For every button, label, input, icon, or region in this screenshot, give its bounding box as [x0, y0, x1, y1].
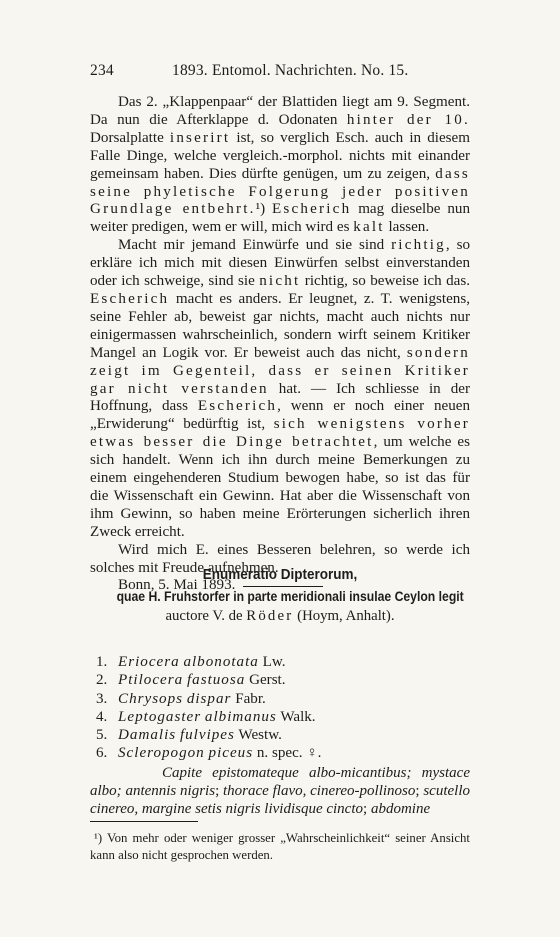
species-item: [90, 744, 470, 762]
article-title: Enumeratio Dipterorum,: [202, 566, 358, 583]
text-run: Macht mir jemand Einwürfe und sie sind: [118, 237, 392, 254]
species-item: [90, 708, 470, 726]
signoff-date: Bonn, 5. Mai 1893.: [118, 577, 236, 594]
species-authority: n. spec. ♀.: [256, 745, 322, 762]
diagnosis-text: [90, 764, 470, 819]
spaced-emphasis: Escherich: [197, 398, 278, 415]
species-item: [90, 726, 470, 744]
species-number: 6.: [96, 745, 108, 762]
italic-run: scutello cinereo, margine setis nigris lividisque cincto: [90, 783, 470, 818]
spaced-emphasis: Escherich: [272, 201, 352, 218]
spaced-emphasis: sondern zeigt im Gegenteil, dass er seinen Kritiker gar nicht verstanden: [90, 344, 470, 397]
text-run: richtig, so beweise ich das.: [300, 273, 470, 290]
species-genus: Ptilocera: [118, 672, 184, 689]
text-run: Wird mich E. eines Besseren belehren, so werde ich solches mit Freude aufnehmen.: [90, 541, 470, 576]
byline-prefix: auctore V. de: [165, 608, 247, 624]
byline-author-name: Röder: [246, 608, 294, 624]
species-diagnosis: [90, 764, 470, 819]
species-number: 3.: [96, 690, 108, 707]
species-number: 1.: [96, 654, 108, 670]
spaced-emphasis: hinter der 10.: [346, 111, 470, 128]
species-number: 4.: [96, 708, 108, 725]
species-epithet: piceus: [208, 745, 254, 762]
species-genus: Leptogaster: [118, 708, 202, 725]
spaced-emphasis: Escherich: [90, 290, 170, 307]
species-epithet: albonotata: [183, 654, 259, 670]
spaced-emphasis: dass seine phyletische Folgerung jeder positiven Grundlage entbehrt.: [90, 165, 470, 218]
text-run: ;: [363, 801, 371, 818]
footnote: [90, 830, 470, 864]
paragraph-1: [90, 94, 470, 237]
footnote-rule: [90, 821, 198, 822]
footnote-text: ¹) Von mehr oder weniger grosser „Wahrscheinlichkeit“ seiner Ansicht kann also nicht gesprochen werden.: [90, 831, 470, 862]
species-item: [90, 690, 470, 708]
spaced-emphasis: richtig: [391, 237, 446, 254]
species-number: 2.: [96, 672, 108, 689]
article-heading: [90, 566, 470, 625]
spaced-emphasis: nicht: [259, 273, 301, 290]
species-authority: Gerst.: [249, 672, 286, 689]
spaced-emphasis: kalt: [353, 219, 385, 236]
article-byline: [90, 608, 470, 625]
text-run: lassen.: [384, 219, 430, 236]
species-authority: Lw.: [262, 654, 286, 670]
text-run: ;: [215, 783, 224, 800]
species-epithet: fulvipes: [179, 727, 235, 744]
species-epithet: albimanus: [204, 708, 277, 725]
species-epithet: dispar: [186, 690, 232, 707]
species-genus: Damalis: [118, 727, 177, 744]
text-run: , wenn er noch einer neuen „Erwiderung“ bedürftig ist,: [90, 398, 470, 433]
species-item: [90, 653, 470, 671]
italic-run: Capite epistomateque albo-micantibus; mystace albo; antennis nigris: [90, 765, 470, 800]
species-genus: Scleropogon: [118, 745, 205, 762]
text-run: ;: [415, 783, 424, 800]
text-run: , so erkläre ich mich mit diesen Einwürfen selbst einverstanden oder ich schweige, sind sie: [90, 237, 470, 290]
text-run: ist, so verglich Esch. auch in diesem Falle Dinge, welche vergleich.-morphol. nichts mit einander gemeinsam haben. Dies dürfte genügen, um zu zeigen,: [90, 129, 471, 182]
text-run: ¹): [255, 201, 273, 218]
italic-run: abdomine: [370, 801, 431, 818]
text-run: , um welche es sich handelt. Wenn ich ihn durch meine Bemerkungen zu einem eingehenderen Studium bewogen habe, so ist das für die Wissenschaft ein Gewinn. Hat aber die Wissenschaft von ihm Gewinn, so haben meine Erörterungen sicherlich ihren Zweck erreicht.: [90, 434, 470, 540]
text-run: macht es anders. Er leugnet, z. T. wenigstens, seine Fehler ab, beweist gar nichts, macht auch nichts nur einigermassen wahrscheinlich, sondern wirft seinem Kritiker Mangel an Logik vor. Er beweist auch das nicht,: [90, 290, 470, 361]
paragraph-2: [90, 237, 470, 541]
species-genus: Eriocera: [118, 654, 180, 670]
text-run: mag dieselbe nun weiter predigen, wem er will, mich wird es: [90, 201, 470, 236]
species-item: [90, 671, 470, 689]
species-authority: Westw.: [238, 727, 282, 744]
text-run: Dorsalplatte: [90, 129, 170, 146]
text-run: Das 2. „Klappenpaar“ der Blattiden liegt am 9. Segment. Da nun die Afterklappe d. Odonaten: [90, 94, 470, 128]
journal-title: 1893. Entomol. Nachrichten. No. 15.: [172, 62, 409, 79]
italic-run: thorace flavo, cinereo-pollinoso: [223, 783, 416, 800]
species-genus: Chrysops: [118, 690, 184, 707]
species-epithet: fastuosa: [186, 672, 246, 689]
text-run: hat. — Ich schliesse in der Hoffnung, dass: [90, 380, 470, 415]
article-subtitle: quae H. Fruhstorfer in parte meridionali insulae Ceylon legit: [116, 589, 464, 605]
spaced-emphasis: inserirt: [169, 129, 231, 146]
species-list: [90, 653, 470, 763]
page-number: 234: [90, 62, 114, 79]
species-authority: Fabr.: [235, 690, 266, 707]
body-text: [90, 94, 470, 595]
spaced-emphasis: sich wenigstens vorher etwas besser die Dinge betrachtet: [90, 416, 470, 451]
species-authority: Walk.: [280, 708, 316, 725]
species-number: 5.: [96, 727, 108, 744]
byline-location: (Hoym, Anhalt).: [293, 608, 395, 624]
